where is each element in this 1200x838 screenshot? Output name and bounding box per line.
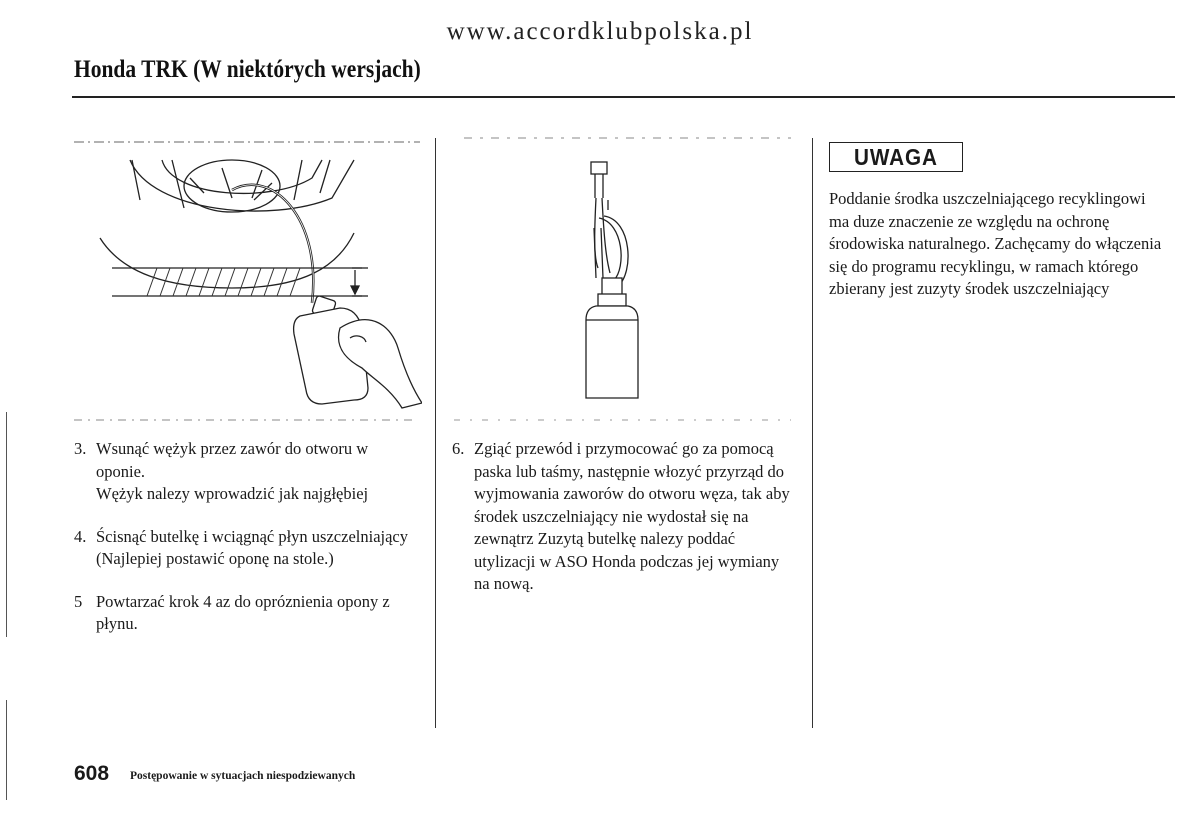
step-note: (Najlepiej postawić oponę na stole.) xyxy=(96,549,334,568)
scan-edge-mark xyxy=(6,700,7,800)
step-item xyxy=(74,438,419,506)
header-divider xyxy=(72,96,1175,98)
page-title: Honda TRK (W niektórych wersjach) xyxy=(74,56,421,83)
step-note: Wężyk nalezy wprowadzić jak najgłębiej xyxy=(96,484,369,503)
step-item xyxy=(74,526,419,571)
tire-hose-icon xyxy=(72,138,422,428)
notice-label-box xyxy=(829,142,963,172)
tire-sealant-figure xyxy=(72,138,422,433)
step-item xyxy=(74,591,419,636)
step-text: Zgiąć przewód i przymocować go za pomocą paska lub taśmy, następnie włozyć przyrząd do wyjmowania zaworów do otworu węza, tak aby środek uszczelniający nie wydostał się na zewnątrz Zuzytą butelkę nalezy poddać utylizacji w ASO Honda podczas jej wymiany na nową. xyxy=(474,439,790,593)
sealant-bottle-icon xyxy=(446,128,800,428)
steps-column-1 xyxy=(74,438,419,656)
notice-text: Poddanie środka uszczelniającego recyklingowi ma duze znaczenie ze względu na ochronę środowiska naturalnego. Zachęcamy do włączenia się do programu recyklingu, w ramach którego zbierany jest zuzyty środek uszczelniający xyxy=(829,189,1162,298)
step-text: Powtarzać krok 4 az do opróznienia opony z płynu. xyxy=(96,591,390,633)
step-number: 5 xyxy=(74,591,83,611)
column-divider-1 xyxy=(435,138,436,728)
steps-column-2 xyxy=(452,438,790,616)
scan-edge-mark xyxy=(6,412,7,637)
notice-label: UWAGA xyxy=(854,144,938,170)
column-divider-2 xyxy=(812,138,813,728)
page-number: 608 xyxy=(74,762,110,785)
step-number: 4. xyxy=(74,526,87,546)
site-watermark: www.accordklubpolska.pl xyxy=(446,18,754,45)
step-item xyxy=(452,438,790,596)
step-number: 6. xyxy=(452,439,465,458)
section-name: Postępowanie w sytuacjach niespodziewanych xyxy=(130,770,356,782)
sealant-bottle-figure xyxy=(446,128,800,433)
step-number: 3. xyxy=(74,439,87,458)
step-text: Wsunąć wężyk przez zawór do otworu w oponie. xyxy=(96,439,369,481)
step-text: Ścisnąć butelkę i wciągnąć płyn uszczelniający xyxy=(96,526,408,546)
